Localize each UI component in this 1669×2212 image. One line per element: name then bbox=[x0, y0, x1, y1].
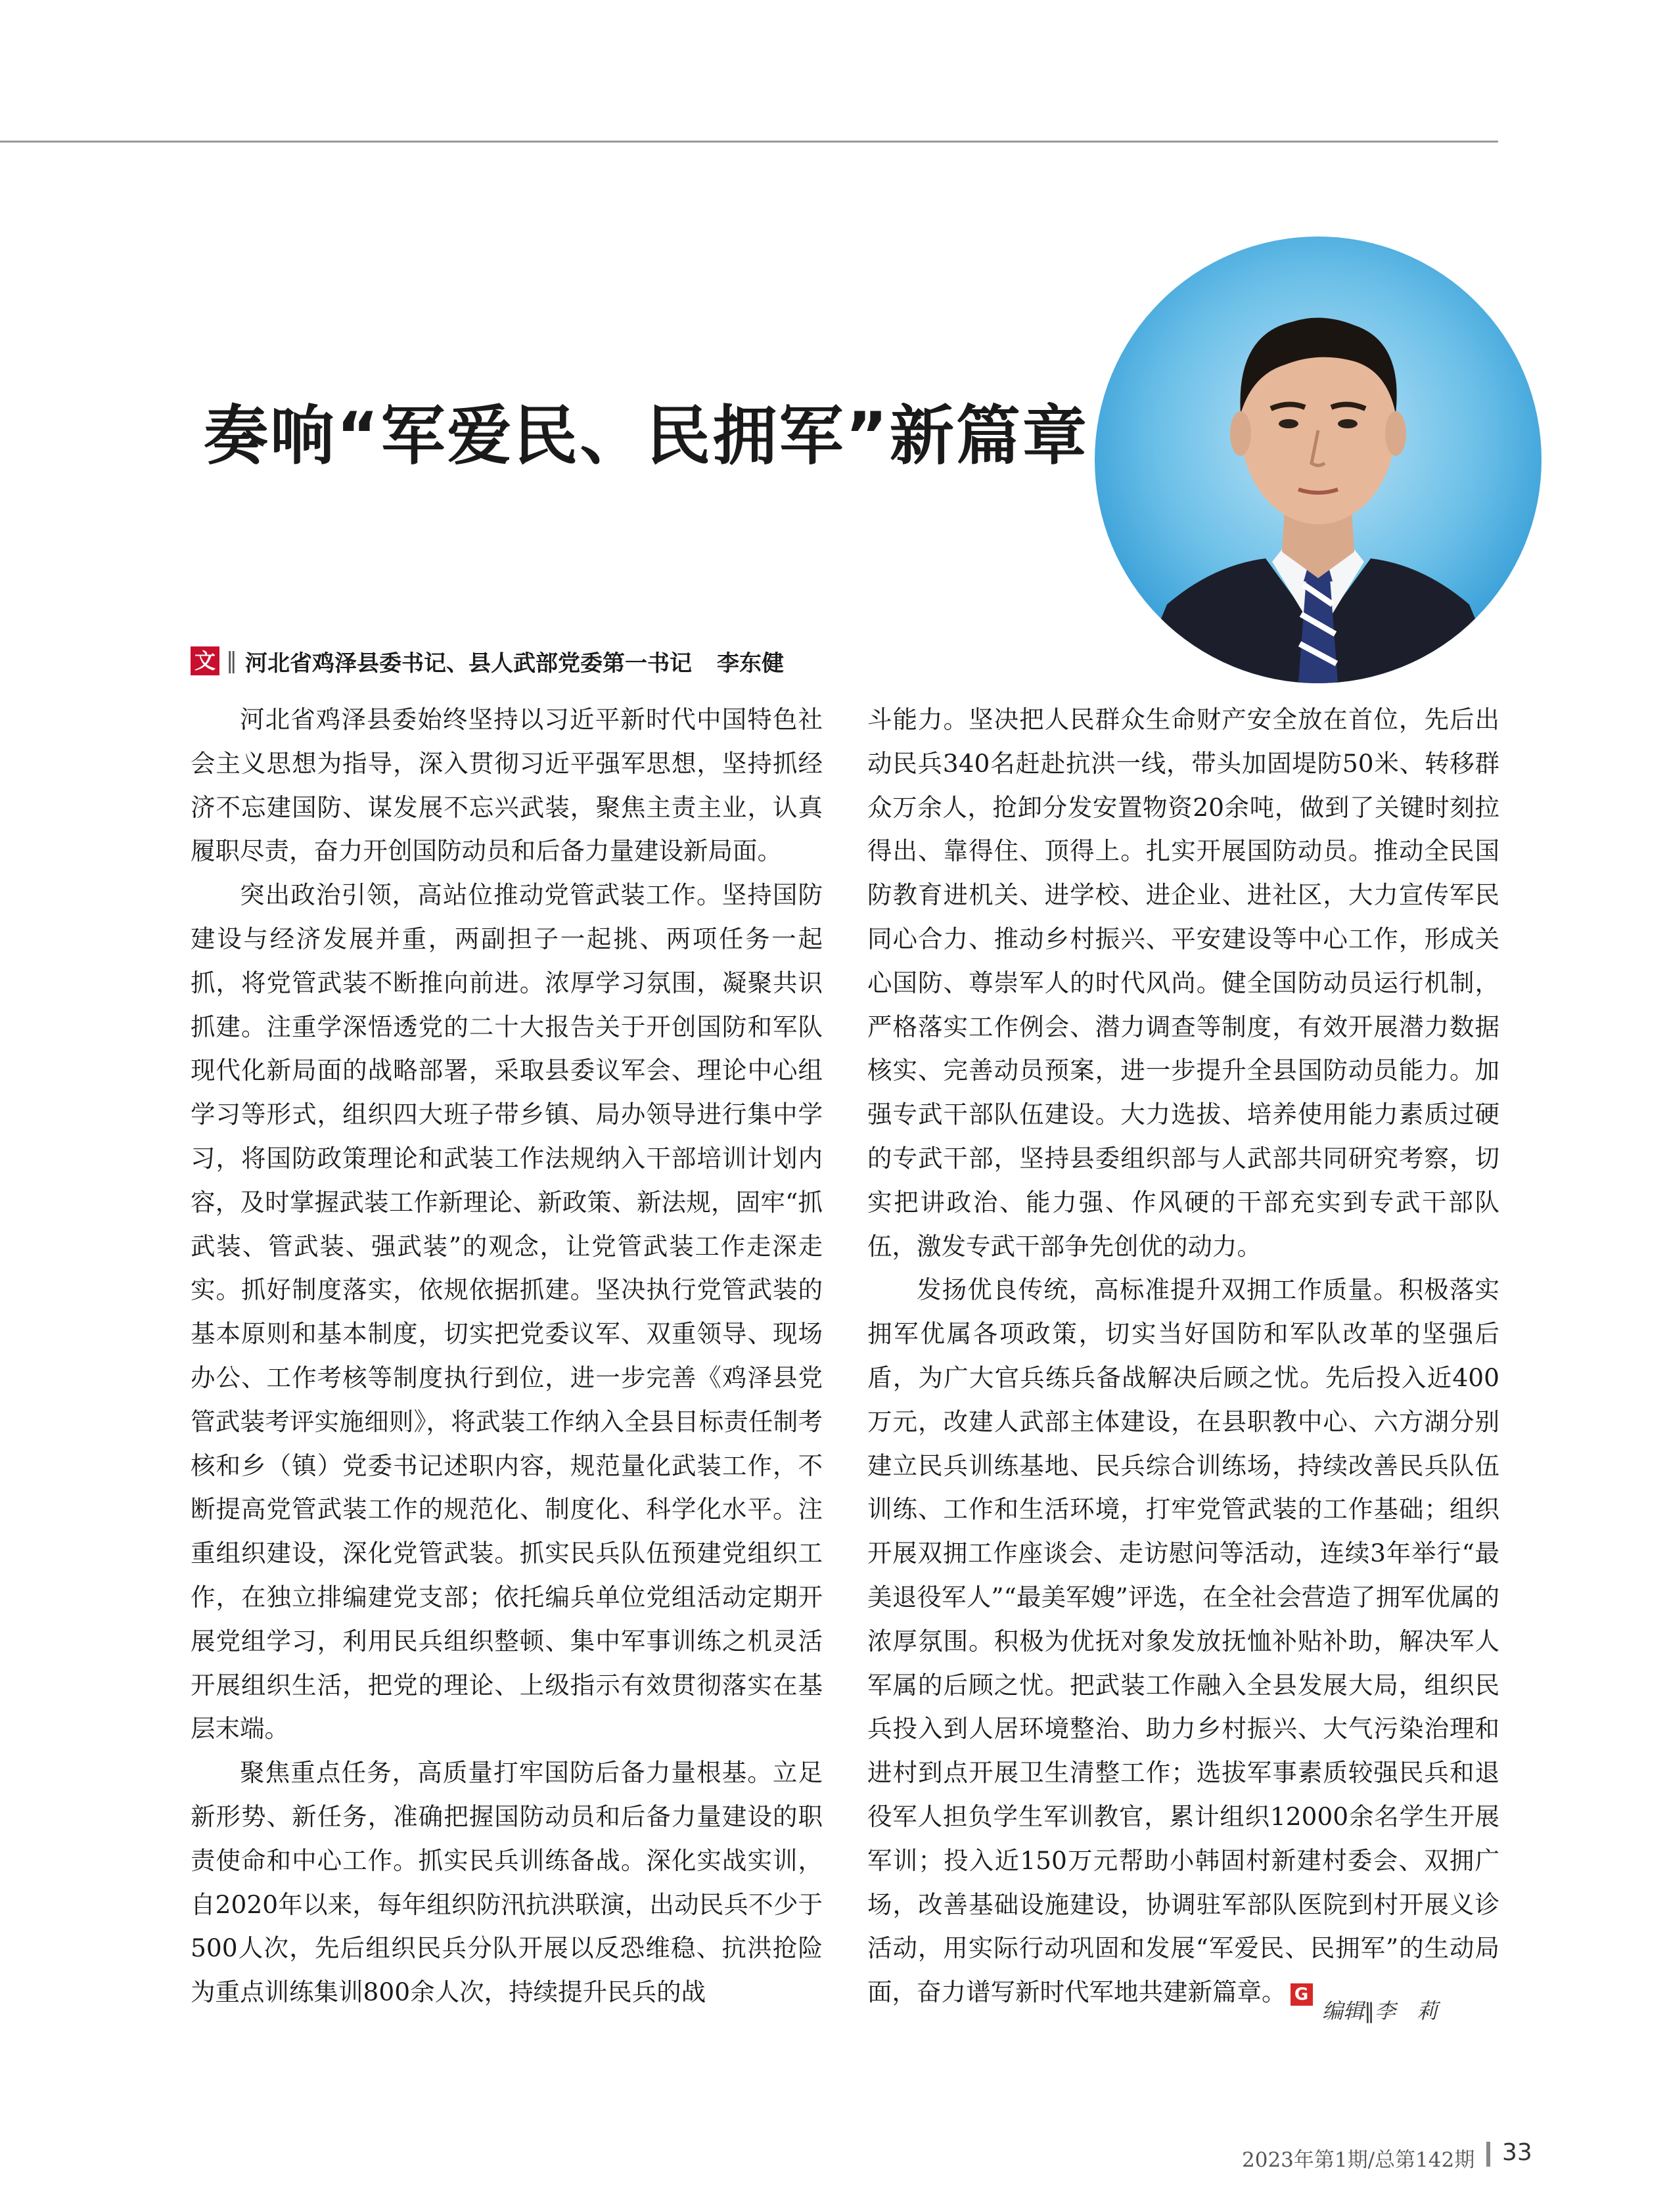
page-divider bbox=[1486, 2142, 1490, 2167]
editor-credit: 编辑‖李 莉 bbox=[1322, 1998, 1438, 2023]
left-column bbox=[191, 698, 823, 2014]
body-paragraph: 突出政治引领，高站位推动党管武装工作。坚持国防建设与经济发展并重，两副担子一起挑、两项任务一起抓，将党管武装不断推向前进。浓厚学习氛围，凝聚共识抓建。注重学深悟透党的二十大报告关于开创国防和军队现代化新局面的战略部署，采取县委议军会、理论中心组学习等形式，组织四大班子带乡镇、局办领导进行集中学习，将国防政策理论和武装工作法规纳入干部培训计划内容，及时掌握武装工作新理论、新政策、新法规，固牢“抓武装、管武装、强武装”的观念，让党管武装工作走深走实。抓好制度落实，依规依据抓建。坚决执行党管武装的基本原则和基本制度，切实把党委议军、双重领导、现场办公、工作考核等制度执行到位，进一步完善《鸡泽县党管武装考评实施细则》，将武装工作纳入全县目标责任制考核和乡（镇）党委书记述职内容，规范量化武装工作，不断提高党管武装工作的规范化、制度化、科学化水平。注重组织建设，深化党管武装。抓实民兵队伍预建党组织工作，在独立排编建党支部；依托编兵单位党组活动定期开展党组学习，利用民兵组织整顿、集中军事训练之机灵活开展组织生活，把党的理论、上级指示有效贯彻落实在基层末端。 bbox=[191, 880, 823, 1744]
author-portrait bbox=[1095, 237, 1542, 683]
right-column bbox=[867, 698, 1499, 2014]
issue-info: 2023年第1期/总第142期 bbox=[1242, 2148, 1475, 2172]
body-paragraph: 聚焦重点任务，高质量打牢国防后备力量根基。立足新形势、新任务，准确把握国防动员和后备力量建设的职责使命和中心工作。抓实民兵训练备战。深化实战实训，自2020年以来，每年组织防汛抗洪联演，出动民兵不少于500人次，先后组织民兵分队开展以反恐维稳、抗洪抢险为重点训练集训800余人次，持续提升民兵的战 bbox=[191, 1758, 823, 2007]
byline-separator: ‖ bbox=[226, 648, 237, 674]
author-name: 李东健 bbox=[717, 650, 784, 677]
byline-badge: 文 bbox=[191, 646, 219, 675]
byline bbox=[191, 644, 784, 678]
page-number: 33 bbox=[1502, 2139, 1532, 2166]
header-rule bbox=[0, 141, 1498, 143]
article-title: 奏响“军爱民、民拥军”新篇章 bbox=[204, 399, 1089, 474]
author-position: 河北省鸡泽县委书记、县人武部党委第一书记 bbox=[245, 650, 692, 677]
body-paragraph bbox=[867, 1268, 1499, 2014]
body-paragraph: 河北省鸡泽县委始终坚持以习近平新时代中国特色社会主义思想为指导，深入贯彻习近平强军思想，坚持抓经济不忘建国防、谋发展不忘兴武装，聚焦主责主业，认真履职尽责，奋力开创国防动员和后备力量建设新局面。 bbox=[191, 705, 823, 866]
end-mark-icon: G bbox=[1291, 1983, 1313, 2006]
body-paragraph-continued: 斗能力。坚决把人民群众生命财产安全放在首位，先后出动民兵340名赶赴抗洪一线，带头加固堤防50米、转移群众万余人，抢卸分发安置物资20余吨，做到了关键时刻拉得出、靠得住、顶得上。扎实开展国防动员。推动全民国防教育进机关、进学校、进企业、进社区，大力宣传军民同心合力、推动乡村振兴、平安建设等中心工作，形成关心国防、尊崇军人的时代风尚。健全国防动员运行机制，严格落实工作例会、潜力调查等制度，有效开展潜力数据核实、完善动员预案，进一步提升全县国防动员能力。加强专武干部队伍建设。大力选拔、培养使用能力素质过硬的专武干部，坚持县委组织部与人武部共同研究考察，切实把讲政治、能力强、作风硬的干部充实到专武干部队伍，激发专武干部争先创优的动力。 bbox=[867, 705, 1499, 1261]
paragraph-text: 发扬优良传统，高标准提升双拥工作质量。积极落实拥军优属各项政策，切实当好国防和军队改革的坚强后盾，为广大官兵练兵备战解决后顾之忧。先后投入近400万元，改建人武部主体建设，在县职教中心、六方湖分别建立民兵训练基地、民兵综合训练场，持续改善民兵队伍训练、工作和生活环境，打牢党管武装的工作基础；组织开展双拥工作座谈会、走访慰问等活动，连续3年举行“最美退役军人”“最美军嫂”评选，在全社会营造了拥军优属的浓厚氛围。积极为优抚对象发放抚恤补贴补助，解决军人军属的后顾之忧。把武装工作融入全县发展大局，组织民兵投入到人居环境整治、助力乡村振兴、大气污染治理和进村到点开展卫生清整工作；选拔军事素质较强民兵和退役军人担负学生军训教官，累计组织12000余名学生开展军训；投入近150万元帮助小韩固村新建村委会、双拥广场，改善基础设施建设，协调驻军部队医院到村开展义诊活动，用实际行动巩固和发展“军爱民、民拥军”的生动局面，奋力谱写新时代军地共建新篇章。 bbox=[867, 1275, 1499, 2007]
